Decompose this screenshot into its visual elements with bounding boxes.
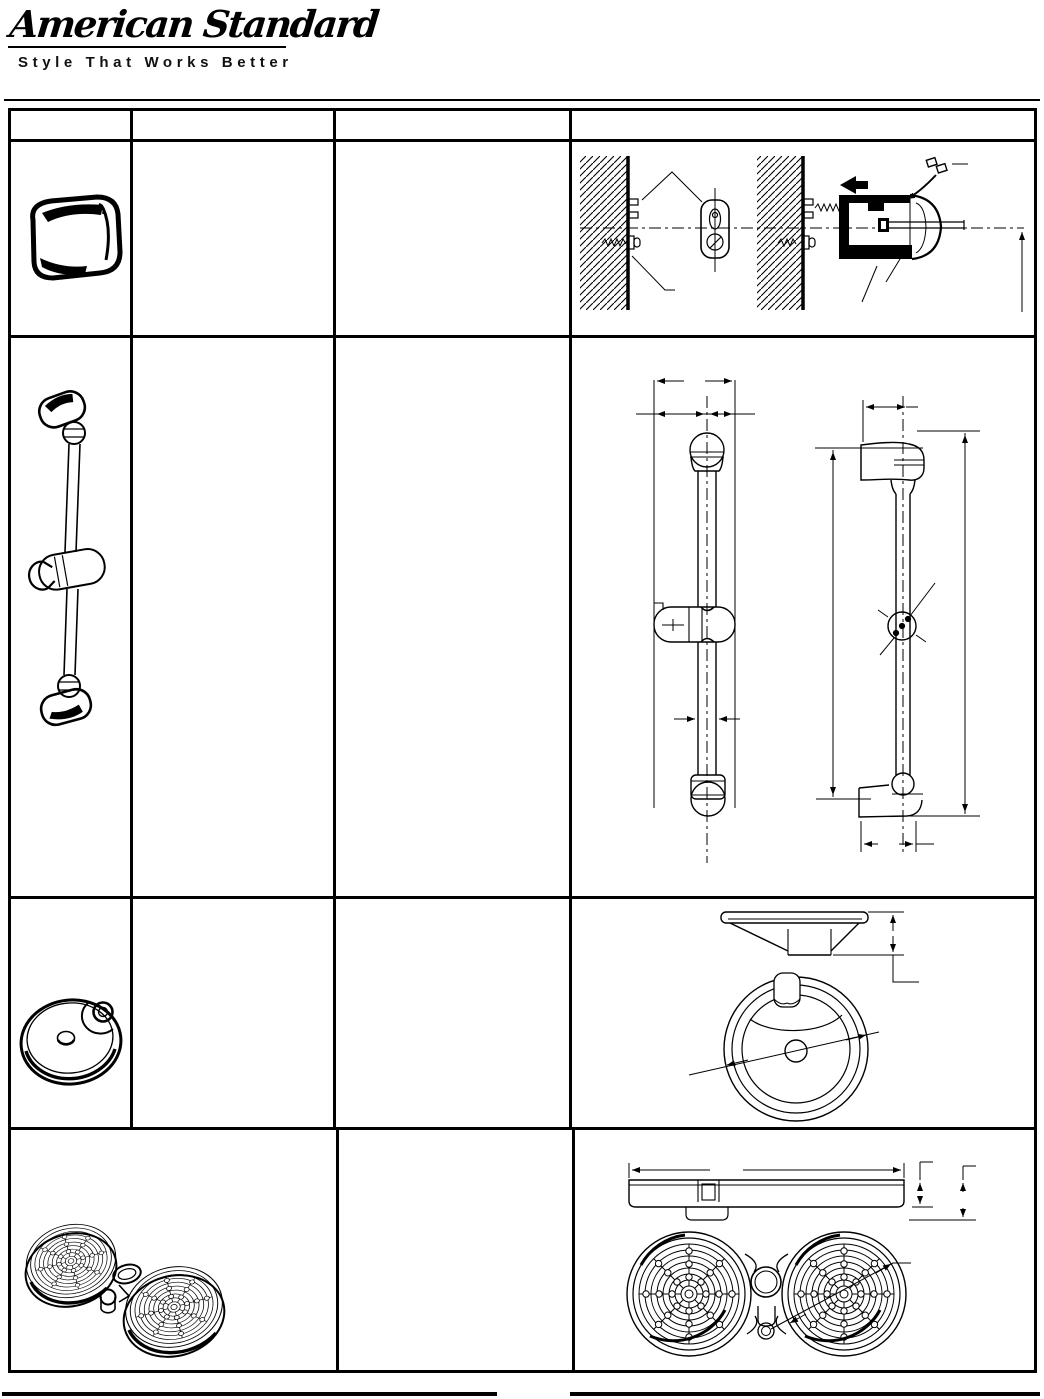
header-divider-rule xyxy=(4,99,1040,101)
double-soap-dish-elevation-and-plan-views xyxy=(575,1130,1031,1370)
wall-mount-bracket-icon xyxy=(11,142,130,335)
table-row-wall-bracket xyxy=(11,139,1034,335)
brand-wordmark: American Standard xyxy=(7,2,380,46)
table-row-double-soap-dish xyxy=(11,1127,1034,1370)
cell-notes-slide-bar xyxy=(333,338,569,896)
cell-description-wall-bracket xyxy=(130,142,333,335)
cell-description-soap-dish xyxy=(130,899,333,1127)
soap-dish-side-and-top-dimension-views xyxy=(572,899,1028,1127)
table-row-slide-bar xyxy=(11,335,1034,896)
table-header-row xyxy=(11,111,1034,139)
cell-product-slide-bar xyxy=(11,338,130,896)
cell-diagram-double-soap-dish xyxy=(572,1130,1034,1370)
double-soap-dish-icon xyxy=(11,1130,336,1370)
cell-description-slide-bar xyxy=(130,338,333,896)
cell-diagram-wall-bracket xyxy=(569,142,1034,335)
shower-slide-bar-icon xyxy=(11,338,130,896)
cell-diagram-soap-dish xyxy=(569,899,1034,1127)
footer-rule-right xyxy=(570,1392,1040,1396)
header-cell-diagram xyxy=(569,111,1034,139)
cell-notes-wall-bracket xyxy=(333,142,569,335)
cell-product-wall-bracket xyxy=(11,142,130,335)
slide-bar-front-and-side-dimension-views xyxy=(572,338,1028,896)
brand-tagline: Style That Works Better xyxy=(18,53,293,71)
header-cell-notes xyxy=(333,111,569,139)
header-cell-description xyxy=(130,111,333,139)
brand-header xyxy=(7,2,380,71)
cell-product-soap-dish xyxy=(11,899,130,1127)
header-cell-product xyxy=(11,111,130,139)
table-row-soap-dish xyxy=(11,896,1034,1127)
wall-installation-cross-section-diagram xyxy=(572,142,1028,335)
cell-notes-double-soap-dish xyxy=(336,1130,572,1370)
round-soap-dish-icon xyxy=(11,899,130,1127)
cell-product-double-soap-dish xyxy=(11,1130,336,1370)
product-spec-table xyxy=(8,108,1037,1373)
cell-diagram-slide-bar xyxy=(569,338,1034,896)
footer-rule-left xyxy=(2,1392,497,1396)
cell-notes-soap-dish xyxy=(333,899,569,1127)
